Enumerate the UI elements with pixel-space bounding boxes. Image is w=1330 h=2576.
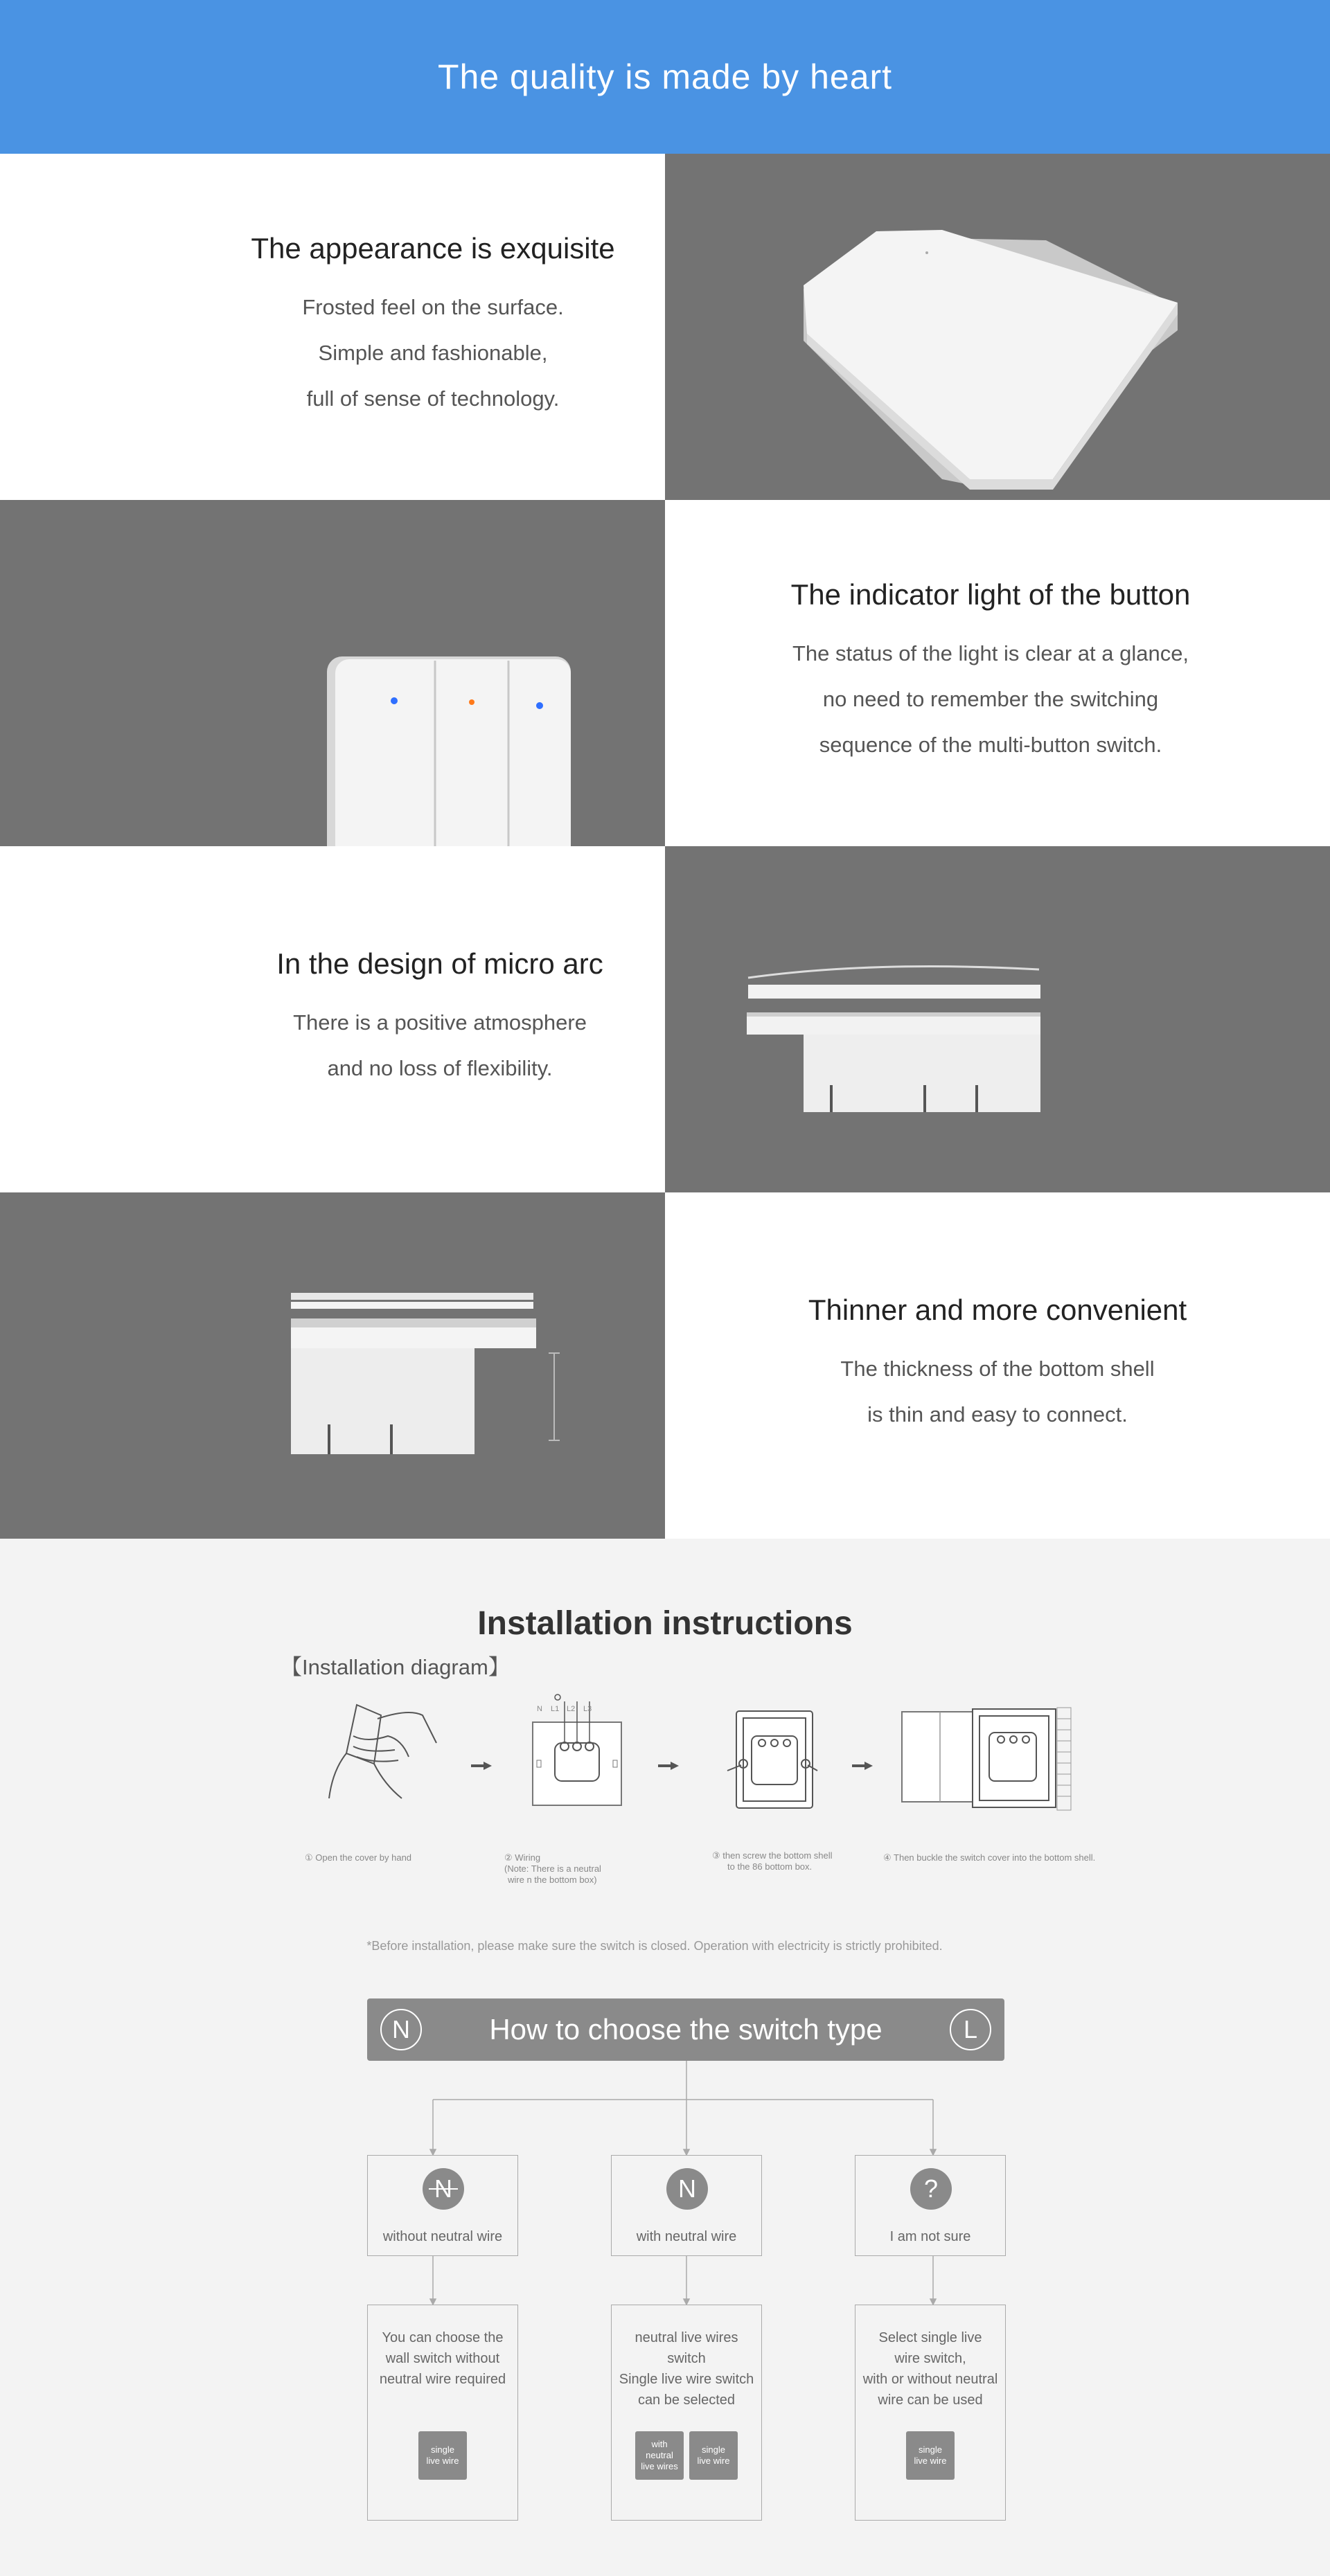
feature-row-thinner	[0, 1192, 1330, 1539]
led-blue-icon	[391, 697, 398, 704]
desc-line: wire can be used	[878, 2392, 983, 2408]
option-label: without neutral wire	[382, 2229, 503, 2244]
indicator-product-image	[0, 500, 665, 846]
thin-shell-product-image	[0, 1192, 665, 1539]
single-live-wire-tag	[418, 2431, 467, 2480]
feature-line: no need to remember the switching	[822, 687, 1159, 711]
no-neutral-icon: N	[423, 2168, 464, 2210]
feature-line: Frosted feel on the surface.	[302, 295, 564, 319]
feature-title: The indicator light of the button	[790, 578, 1191, 611]
page-title: The quality is made by heart	[437, 57, 893, 96]
feature-text-panel	[0, 846, 665, 1192]
feature-line: The status of the light is clear at a glance,	[792, 641, 1189, 665]
wire-label-l3: L3	[583, 1705, 592, 1713]
bottom-shell-illustration	[0, 1192, 665, 1539]
feature-line: sequence of the multi-button switch.	[819, 733, 1162, 757]
feature-line: There is a positive atmosphere	[293, 1010, 587, 1035]
strike-icon	[429, 2188, 458, 2190]
desc-line: neutral wire required	[379, 2372, 506, 2387]
tag-line: live wire	[914, 2456, 947, 2466]
option-label: I am not sure	[889, 2229, 971, 2244]
tag-line: live wire	[697, 2456, 730, 2466]
feature-row-indicator	[0, 500, 1330, 846]
desc-with-neutral	[611, 2305, 762, 2521]
desc-line: wall switch without	[385, 2351, 500, 2366]
feature-text-panel	[0, 154, 665, 500]
desc-line: Single live wire switch	[619, 2372, 754, 2387]
desc-line: You can choose the	[382, 2330, 504, 2345]
feature-title: The appearance is exquisite	[251, 232, 615, 265]
desc-text	[617, 2327, 756, 2410]
step-4-caption: ④ Then buckle the switch cover into the bottom shell.	[883, 1852, 1096, 1863]
tag-line: single	[919, 2444, 942, 2455]
feature-line: and no loss of flexibility.	[327, 1056, 553, 1080]
feature-title: In the design of micro arc	[276, 947, 603, 980]
led-orange-icon	[469, 699, 475, 705]
question-icon: ?	[910, 2168, 952, 2210]
with-neutral-tag	[635, 2431, 684, 2480]
step-2-note: wire n the bottom box)	[508, 1875, 597, 1885]
feature-line: is thin and easy to connect.	[867, 1402, 1128, 1426]
option-not-sure	[855, 2155, 1006, 2256]
desc-without-neutral	[367, 2305, 518, 2521]
feature-row-appearance	[0, 154, 1330, 500]
wire-label-l2: L2	[567, 1705, 576, 1713]
neutral-symbol-icon: N	[380, 2009, 422, 2050]
feature-line: The thickness of the bottom shell	[840, 1357, 1155, 1381]
desc-line: with or without neutral	[862, 2372, 998, 2387]
option-with-neutral	[611, 2155, 762, 2256]
desc-not-sure	[855, 2305, 1006, 2521]
safety-warning: *Before installation, please make sure the switch is closed. Operation with electricity is strictly prohibited.	[366, 1939, 943, 1953]
step-3-caption: ③ then screw the bottom shell	[712, 1850, 833, 1861]
side-profile-illustration	[665, 846, 1330, 1192]
live-symbol-icon: L	[950, 2009, 991, 2050]
installation-section	[0, 1539, 1330, 2576]
single-switch-illustration	[665, 154, 1330, 500]
single-live-wire-tag	[689, 2431, 738, 2480]
desc-line: wire switch,	[894, 2351, 966, 2366]
installation-title: Installation instructions	[477, 1605, 853, 1642]
feature-row-micro-arc	[0, 846, 1330, 1192]
led-blue-icon	[536, 702, 543, 709]
option-without-neutral	[367, 2155, 518, 2256]
desc-line: switch	[667, 2351, 706, 2366]
feature-text-panel	[665, 500, 1330, 846]
switch-product-image	[665, 154, 1330, 500]
desc-line: neutral live wires	[635, 2330, 738, 2345]
neutral-icon: N	[666, 2168, 708, 2210]
tag-line: neutral	[646, 2450, 673, 2460]
desc-line: can be selected	[637, 2392, 736, 2408]
option-label: with neutral wire	[636, 2229, 737, 2244]
feature-line: full of sense of technology.	[306, 386, 560, 411]
step-1-caption: ① Open the cover by hand	[305, 1852, 412, 1863]
tag-line: single	[702, 2444, 725, 2455]
step-2-caption: ② Wiring	[504, 1852, 541, 1863]
step-2-note: (Note: There is a neutral	[504, 1863, 601, 1874]
wire-label-l1: L1	[551, 1705, 560, 1713]
feature-title: Thinner and more convenient	[808, 1294, 1187, 1326]
tag-line: single	[431, 2444, 454, 2455]
tag-line: live wires	[641, 2461, 678, 2471]
micro-arc-product-image	[665, 846, 1330, 1192]
single-live-wire-tag	[906, 2431, 955, 2480]
choose-switch-type-title: How to choose the switch type	[489, 2013, 883, 2046]
feature-text-panel	[665, 1192, 1330, 1539]
feature-line: Simple and fashionable,	[318, 341, 548, 365]
tag-line: live wire	[426, 2456, 459, 2466]
page-header	[0, 0, 1330, 154]
tag-line: with	[651, 2439, 668, 2449]
step-3-note: to the 86 bottom box.	[727, 1861, 813, 1872]
desc-line: Select single live	[878, 2330, 982, 2345]
three-gang-switch-illustration	[0, 500, 665, 846]
installation-diagram-subtitle: 【Installation diagram】	[281, 1655, 510, 1679]
desc-text	[373, 2327, 512, 2390]
desc-text	[861, 2327, 1000, 2410]
wire-label-n: N	[537, 1705, 542, 1713]
